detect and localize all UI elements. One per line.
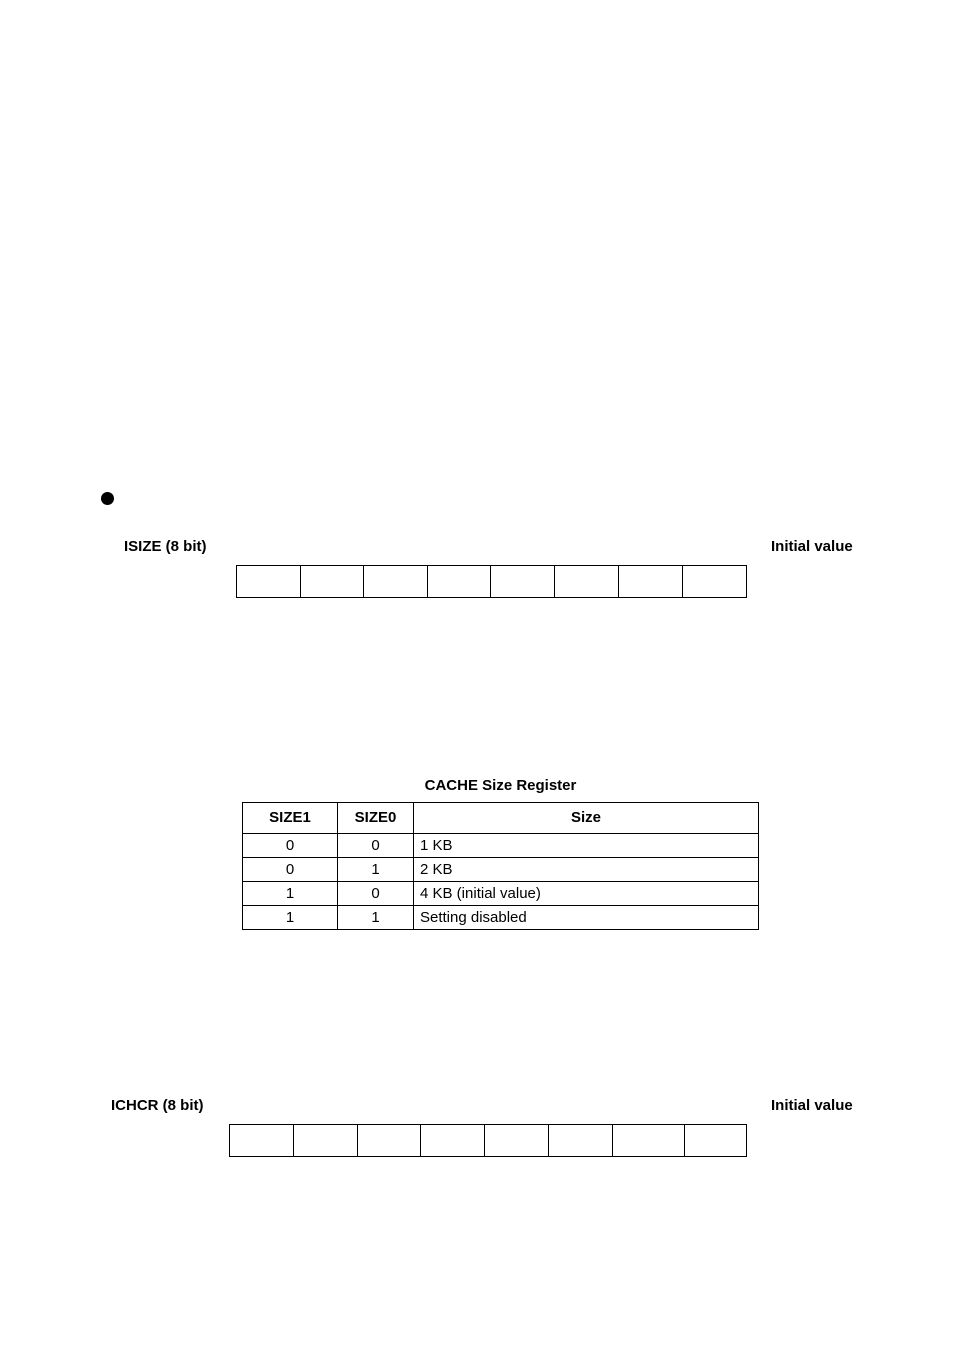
table-row: [243, 834, 759, 858]
ichcr-bit-0: [685, 1125, 746, 1156]
cell-size0: 1: [338, 906, 414, 930]
ichcr-bit-3: [485, 1125, 549, 1156]
cell-size1: 0: [243, 834, 338, 858]
cell-size1: 0: [243, 858, 338, 882]
ichcr-bit-1: [613, 1125, 685, 1156]
isize-bit-4: [428, 566, 491, 597]
ichcr-bit-field: [229, 1124, 747, 1157]
ichcr-bit-6: [294, 1125, 358, 1156]
table-row: [243, 858, 759, 882]
isize-bit-7: [237, 566, 301, 597]
isize-initial-value-label: Initial value: [771, 538, 853, 555]
ichcr-bit-4: [421, 1125, 485, 1156]
ichcr-bit-2: [549, 1125, 613, 1156]
header-size: Size: [414, 803, 759, 834]
isize-bit-field: [236, 565, 747, 598]
isize-bit-5: [364, 566, 428, 597]
cell-size1: 1: [243, 906, 338, 930]
bullet-icon: [101, 492, 114, 505]
table-row: [243, 906, 759, 930]
ichcr-register-label: ICHCR (8 bit): [111, 1097, 204, 1114]
isize-bit-6: [301, 566, 364, 597]
cell-size: Setting disabled: [414, 906, 759, 930]
table-header-row: [243, 803, 759, 834]
isize-register-label: ISIZE (8 bit): [124, 538, 207, 555]
isize-bit-3: [491, 566, 555, 597]
cache-table-caption: CACHE Size Register: [424, 777, 577, 794]
cache-size-table: [242, 802, 759, 930]
ichcr-bit-5: [358, 1125, 421, 1156]
cell-size: 1 KB: [414, 834, 759, 858]
cell-size0: 0: [338, 882, 414, 906]
isize-bit-2: [555, 566, 619, 597]
ichcr-initial-value-label: Initial value: [771, 1097, 853, 1114]
cell-size0: 0: [338, 834, 414, 858]
isize-bit-1: [619, 566, 683, 597]
header-size0: SIZE0: [338, 803, 414, 834]
isize-bit-0: [683, 566, 746, 597]
header-size1: SIZE1: [243, 803, 338, 834]
ichcr-bit-7: [230, 1125, 294, 1156]
cell-size: 4 KB (initial value): [414, 882, 759, 906]
cell-size0: 1: [338, 858, 414, 882]
cell-size1: 1: [243, 882, 338, 906]
cell-size: 2 KB: [414, 858, 759, 882]
table-row: [243, 882, 759, 906]
